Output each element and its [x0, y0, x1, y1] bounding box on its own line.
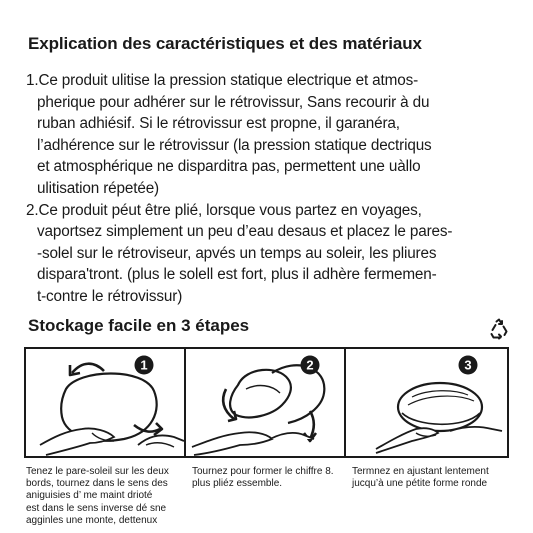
- paragraph-line: dispara'tront. (plus le solell est fort, plus il adhère fermemen-: [37, 266, 437, 284]
- fold-step-1-drawing: [26, 349, 187, 456]
- step-number: 2: [306, 357, 314, 373]
- caption-line: aniguisies d’ me maint drioté: [26, 490, 153, 502]
- step-3-caption: [352, 466, 489, 490]
- numbered-circle-icon: [298, 353, 322, 377]
- step-number: 1: [140, 357, 148, 373]
- recycle-icon: [487, 317, 511, 341]
- paragraph-line: et atmosphérique ne disparditra pas, permettent une uàllo: [37, 158, 421, 176]
- paragraph-1: [26, 70, 526, 200]
- step-2-caption: [192, 466, 334, 490]
- paragraph-line: 1.Ce produit ulitise la pression statique electrique et atmos-: [26, 72, 419, 89]
- step-number: 3: [464, 357, 472, 373]
- fold-step-3-drawing: [346, 349, 507, 456]
- paragraph-2: [26, 200, 526, 308]
- step-3-illustration: [344, 347, 509, 458]
- caption-line: Termnez en ajustant lentement: [352, 466, 489, 477]
- caption-line: jucqu’à une pétite forme ronde: [352, 478, 488, 490]
- paragraph-line: 2.Ce produit péut être plié, lorsque vous partez en voyages,: [26, 201, 422, 219]
- caption-line: agginles une monte, dettenux: [26, 514, 158, 526]
- section-heading-storage: Stockage facile en 3 étapes: [28, 316, 250, 335]
- step-1-caption: [26, 466, 169, 527]
- caption-line: Tenez le pare-soleil sur les deux: [26, 466, 169, 477]
- paragraph-line: ruban adhiésif. Si le rétrovissur est propne, il garanéra,: [37, 115, 400, 133]
- caption-line: plus pliéz essemble.: [192, 478, 283, 490]
- section-heading-materials: Explication des caractéristiques et des matériaux: [28, 34, 422, 53]
- explanation-list: [26, 70, 526, 308]
- paragraph-line: pherique pour adhérer sur le rétrovissur, Sans recourir à du: [37, 93, 430, 111]
- numbered-circle-icon: [456, 353, 480, 377]
- paragraph-line: t-contre le rétrovissur): [37, 287, 183, 305]
- numbered-circle-icon: [132, 353, 156, 377]
- caption-line: bords, tournez dans le sens des: [26, 478, 168, 490]
- paragraph-line: vaportsez simplement un peu d’eau desaus et placez le pares-: [37, 223, 453, 241]
- caption-line: est dans le sens inverse dé sne: [26, 502, 167, 514]
- fold-step-2-drawing: [186, 349, 347, 456]
- paragraph-line: l’adhérence sur le rétrovissur (la pression statique dectriqus: [37, 136, 432, 154]
- caption-line: Tournez pour former le chiffre 8.: [192, 466, 334, 477]
- step-2-illustration: [184, 347, 349, 458]
- paragraph-line: ulitisation répetée): [37, 179, 159, 197]
- paragraph-line: -solel sur le rétroviseur, apvés un temps au soleir, les pliures: [37, 244, 437, 262]
- step-1-illustration: [24, 347, 189, 458]
